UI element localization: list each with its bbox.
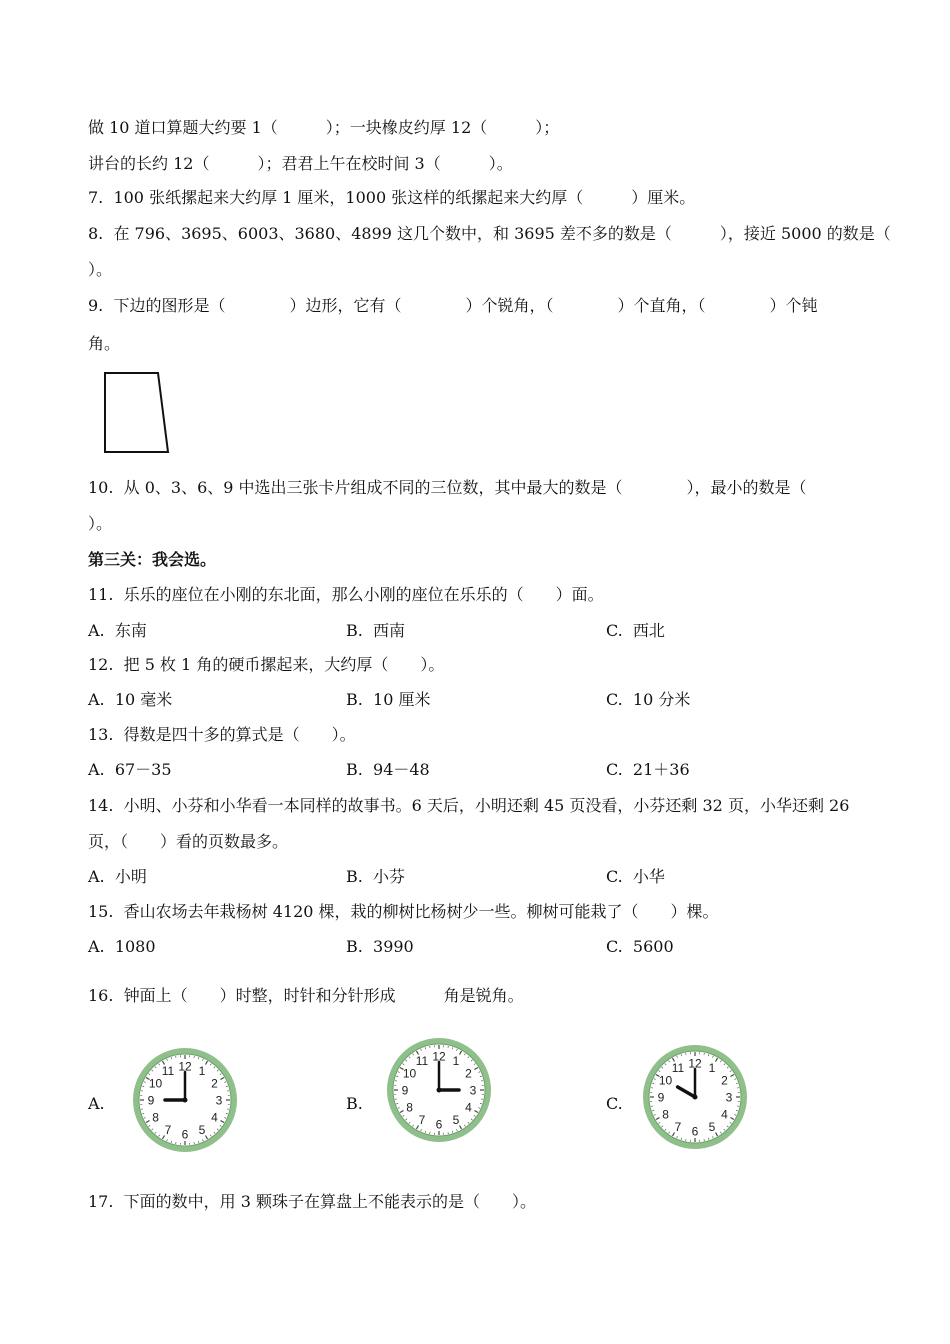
- section-3-title: 第三关：我会选。: [88, 550, 217, 569]
- question-8-line-2: ）。: [88, 260, 113, 279]
- clock-number: 4: [721, 1107, 728, 1122]
- q14-option-c: C. 小华: [606, 867, 665, 886]
- clock-number: 10: [148, 1076, 163, 1091]
- q11-option-a: A. 东南: [88, 621, 147, 640]
- clock-center: [693, 1095, 698, 1100]
- clock-number: 11: [415, 1054, 429, 1069]
- q12-option-b: B. 10 厘米: [346, 690, 431, 709]
- clock-number: 2: [721, 1073, 728, 1088]
- clock-number: 3: [215, 1093, 223, 1108]
- question-9-line-1: 9. 下边的图形是（ ）边形，它有（ ）个锐角，（ ）个直角，（ ）个钝: [88, 296, 818, 315]
- clock-number: 9: [401, 1083, 409, 1098]
- question-11: 11. 乐乐的座位在小刚的东北面，那么小刚的座位在乐乐的（ ）面。: [88, 585, 604, 604]
- clock-number: 4: [465, 1100, 472, 1115]
- clock-number: 9: [147, 1093, 155, 1108]
- trapezoid-figure: [100, 370, 180, 460]
- clock-number: 9: [657, 1090, 665, 1105]
- question-7: 7. 100 张纸摞起来大约厚 1 厘米，1000 张这样的纸摞起来大约厚（ ）厘米。: [88, 188, 696, 207]
- clock-number: 6: [181, 1127, 189, 1142]
- clock-b: [384, 1035, 494, 1145]
- q15-option-c: C. 5600: [606, 937, 674, 956]
- clock-center: [183, 1098, 188, 1103]
- question-16: 16. 钟面上（ ）时整，时针和分针形成 角是锐角。: [88, 986, 524, 1005]
- clock-number: 12: [432, 1049, 446, 1064]
- q12-option-c: C. 10 分米: [606, 690, 691, 709]
- clock-number: 10: [402, 1066, 417, 1081]
- q16-option-a: A.: [88, 1094, 105, 1113]
- clock-number: 10: [658, 1073, 673, 1088]
- clock-number: 2: [211, 1076, 218, 1091]
- clock-number: 7: [164, 1122, 172, 1137]
- clock-number: 11: [671, 1061, 685, 1076]
- q16-option-b: B.: [346, 1094, 363, 1113]
- q12-option-a: A. 10 毫米: [88, 690, 173, 709]
- clock-number: 6: [691, 1124, 699, 1139]
- clock-number: 8: [406, 1100, 413, 1115]
- clock-number: 1: [452, 1054, 460, 1069]
- clock-number: 5: [198, 1122, 206, 1137]
- clock-number: 1: [198, 1064, 206, 1079]
- q15-option-a: A. 1080: [88, 937, 156, 956]
- question-13: 13. 得数是四十多的算式是（ ）。: [88, 725, 356, 744]
- question-10-line-2: ）。: [88, 514, 113, 533]
- clock-number: 11: [161, 1064, 175, 1079]
- clock-number: 8: [662, 1107, 669, 1122]
- clock-c: [640, 1042, 750, 1152]
- question-17: 17. 下面的数中，用 3 颗珠子在算盘上不能表示的是（ ）。: [88, 1192, 536, 1211]
- clock-number: 5: [708, 1119, 716, 1134]
- clock-center: [437, 1088, 442, 1093]
- question-10-line-1: 10. 从 0、3、6、9 中选出三张卡片组成不同的三位数，其中最大的数是（ ），最小的数是（: [88, 478, 807, 497]
- question-14-line-1: 14. 小明、小芬和小华看一本同样的故事书。6 天后，小明还剩 45 页没看，小芬还剩 32 页，小华还剩 26: [88, 796, 850, 815]
- q11-option-c: C. 西北: [606, 621, 665, 640]
- q13-option-a: A. 67－35: [88, 760, 172, 779]
- clock-number: 3: [725, 1090, 733, 1105]
- question-15: 15. 香山农场去年栽杨树 4120 棵，栽的柳树比杨树少一些。柳树可能栽了（ ）棵。: [88, 902, 719, 921]
- q13-option-b: B. 94－48: [346, 760, 430, 779]
- clock-a: [130, 1045, 240, 1155]
- question-14-line-2: 页，（ ）看的页数最多。: [88, 832, 289, 851]
- clock-number: 6: [435, 1117, 443, 1132]
- question-8-line-1: 8. 在 796、3695、6003、3680、4899 这几个数中，和 3695 差不多的数是（ ），接近 5000 的数是（: [88, 224, 891, 243]
- q13-option-c: C. 21＋36: [606, 760, 690, 779]
- clock-number: 3: [469, 1083, 477, 1098]
- clock-number: 2: [465, 1066, 472, 1081]
- clock-number: 7: [674, 1119, 682, 1134]
- q15-option-b: B. 3990: [346, 937, 414, 956]
- clock-number: 12: [178, 1059, 192, 1074]
- clock-number: 5: [452, 1112, 460, 1127]
- q6-line-2: 讲台的长约 12（ ）；君君上午在校时间 3（ ）。: [88, 154, 513, 173]
- q14-option-b: B. 小芬: [346, 867, 406, 886]
- q16-option-c: C.: [606, 1094, 623, 1113]
- q11-option-b: B. 西南: [346, 621, 406, 640]
- clock-number: 4: [211, 1110, 218, 1125]
- clock-number: 7: [418, 1112, 426, 1127]
- question-9-line-2: 角。: [88, 334, 121, 353]
- q6-line-1: 做 10 道口算题大约要 1（ ）；一块橡皮约厚 12（ ）；: [88, 118, 560, 137]
- question-12: 12. 把 5 枚 1 角的硬币摞起来，大约厚（ ）。: [88, 655, 445, 674]
- clock-number: 1: [708, 1061, 716, 1076]
- clock-number: 12: [688, 1056, 702, 1071]
- q14-option-a: A. 小明: [88, 867, 147, 886]
- clock-number: 8: [152, 1110, 159, 1125]
